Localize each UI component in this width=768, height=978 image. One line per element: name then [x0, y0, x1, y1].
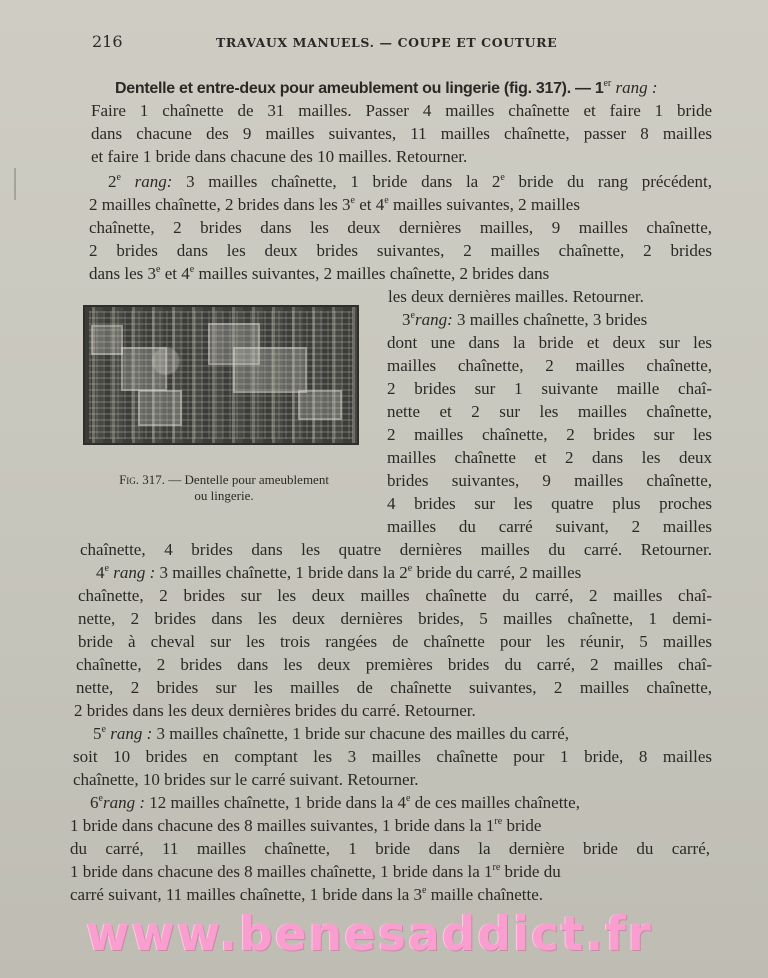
- text-run: 3 mailles chaînette, 1 bride sur chacune des mailles du carré,: [152, 724, 570, 743]
- text-line: les deux dernières mailles. Retourner.: [388, 287, 644, 306]
- text-line: et faire 1 bride dans chacune des 10 mailles. Retourner.: [91, 147, 468, 166]
- text-line: chaînette, 10 brides sur le carré suivant. Retourner.: [73, 770, 419, 789]
- figure-caption: [78, 472, 370, 504]
- caption-text: — Dentelle pour ameublement: [165, 472, 329, 487]
- rang-number: 2: [108, 172, 117, 191]
- rang6-line-5: [70, 883, 710, 906]
- text-line: nette, 2 brides dans les deux dernières brides, 5 mailles chaînette, 1 demi-: [78, 609, 712, 628]
- text-line: 2 mailles chaînette, 2 brides sur les: [387, 425, 712, 444]
- rang-label: rang :: [110, 724, 153, 743]
- superscript: e: [422, 885, 427, 896]
- superscript: er: [603, 78, 612, 89]
- text-run: carré suivant, 11 mailles chaînette, 1 bride dans la 3: [70, 885, 422, 904]
- superscript: e: [410, 310, 415, 321]
- margin-mark: [14, 168, 16, 200]
- text-line: chaînette, 2 brides sur les deux mailles chaînette du carré, 2 mailles chaî-: [78, 586, 712, 605]
- text-line: 2 brides dans les deux brides suivantes, 2 mailles chaînette, 2 brides: [89, 241, 712, 260]
- text-run: maille chaînette.: [426, 885, 544, 904]
- rang-number: 4: [96, 563, 105, 582]
- text-run: bride: [502, 816, 542, 835]
- text-run: de ces mailles chaînette,: [410, 793, 580, 812]
- text-run: et 4: [355, 195, 385, 214]
- rang-label: rang :: [113, 563, 156, 582]
- rang-label: rang :: [615, 78, 658, 97]
- text-line: dont une dans la bride et deux sur les: [387, 333, 712, 352]
- text-run: et 4: [160, 264, 190, 283]
- rang-number: 5: [93, 724, 102, 743]
- text-line: brides suivantes, 9 mailles chaînette,: [387, 471, 712, 490]
- text-run: bride du rang précédent,: [504, 172, 713, 191]
- superscript: e: [189, 264, 195, 275]
- text-line: mailles du carré suivant, 2 mailles: [387, 517, 712, 536]
- text-line: mailles chaînette, 2 mailles chaînette,: [387, 356, 712, 375]
- superscript: e: [500, 172, 505, 183]
- text-line: dans chacune des 9 mailles suivantes, 11 mailles chaînette, passer 8 mailles: [91, 124, 712, 143]
- section-title: [115, 76, 725, 100]
- text-run: mailles suivantes, 2 mailles chaînette, 2 brides dans: [194, 264, 550, 283]
- caption-text: ou lingerie.: [194, 488, 254, 503]
- text-line: chaînette, 2 brides dans les deux premières brides du carré, 2 mailles chaî-: [76, 655, 712, 674]
- lace-square: [138, 390, 182, 426]
- superscript: e: [350, 195, 355, 206]
- text-line: soit 10 brides en comptant les 3 mailles chaînette pour 1 bride, 8 mailles: [73, 747, 712, 766]
- rang-label: rang:: [134, 172, 173, 191]
- text-run: bride du carré, 2 mailles: [412, 563, 582, 582]
- text-line: du carré, 11 mailles chaînette, 1 bride dans la dernière bride du carré,: [70, 839, 710, 858]
- lace-square: [91, 325, 123, 355]
- rang6-line-1: [90, 791, 710, 814]
- text-line: bride à cheval sur les trois rangées de chaînette pour les réunir, 5 mailles: [78, 632, 712, 651]
- rang2-line-2: [89, 193, 712, 216]
- text-line: nette, 2 brides sur les mailles de chaînette suivantes, 2 mailles chaînette,: [76, 678, 712, 697]
- rang2-line-1: [108, 170, 712, 193]
- rang2-line-5: [89, 262, 712, 285]
- superscript: e: [384, 195, 389, 206]
- superscript: e: [104, 563, 109, 574]
- text-run: 3 mailles chaînette, 1 bride dans la 2: [172, 172, 501, 191]
- section-title-text: Dentelle et entre-deux pour ameublement ou lingerie (fig. 317). — 1: [115, 80, 604, 97]
- superscript: e: [156, 264, 161, 275]
- superscript: re: [492, 862, 501, 873]
- text-line: chaînette, 2 brides dans les deux dernières mailles, 9 mailles chaînette,: [89, 218, 712, 237]
- superscript: e: [407, 563, 413, 574]
- text-line: chaînette, 4 brides dans les quatre dernières mailles du carré. Retourner.: [80, 540, 712, 559]
- text-run: dans les 3: [89, 264, 157, 283]
- text-run: 3 mailles chaînette, 1 bride dans la 2: [155, 563, 408, 582]
- figure-317-image: [83, 305, 359, 445]
- rang-label: rang :: [102, 793, 145, 812]
- rang-number: 6: [90, 793, 99, 812]
- text-run: 3 mailles chaînette, 3 brides: [452, 310, 648, 329]
- text-run: 1 bride dans chacune des 8 mailles chaînette, 1 bride dans la 1: [70, 862, 493, 881]
- text-line: 2 brides sur 1 suivante maille chaî-: [387, 379, 712, 398]
- rang3-line-1: [402, 308, 712, 331]
- superscript: re: [494, 816, 503, 827]
- running-title: TRAVAUX MANUELS. — COUPE ET COUTURE: [216, 35, 558, 50]
- superscript: e: [98, 793, 103, 804]
- rang4-line-1: [96, 561, 712, 584]
- text-run: 12 mailles chaînette, 1 bride dans la 4: [144, 793, 407, 812]
- figure-label: Fig. 317.: [119, 472, 166, 487]
- running-header: [92, 32, 722, 56]
- superscript: e: [116, 172, 121, 183]
- superscript: e: [406, 793, 411, 804]
- text-run: 1 bride dans chacune des 8 mailles suivantes, 1 bride dans la 1: [70, 816, 495, 835]
- watermark: www.benesaddict.fr: [86, 907, 653, 962]
- lace-square: [121, 347, 167, 391]
- text-line: nette et 2 sur les mailles chaînette,: [387, 402, 712, 421]
- text-line: 2 brides dans les deux dernières brides du carré. Retourner.: [74, 701, 476, 720]
- lace-square: [298, 390, 342, 420]
- text-line: Faire 1 chaînette de 31 mailles. Passer 4 mailles chaînette et faire 1 bride: [91, 101, 712, 120]
- superscript: e: [101, 724, 106, 735]
- lace-square: [233, 347, 307, 393]
- text-line: 4 brides sur les quatre plus proches: [387, 494, 712, 513]
- text-run: mailles suivantes, 2 mailles: [388, 195, 580, 214]
- text-line: mailles chaînette et 2 dans les deux: [387, 448, 712, 467]
- text-run: 2 mailles chaînette, 2 brides dans les 3: [89, 195, 351, 214]
- rang6-line-4: [70, 860, 710, 883]
- rang-number: 3: [402, 310, 411, 329]
- rang5-line-1: [93, 722, 712, 745]
- text-run: bride du: [500, 862, 561, 881]
- rang-label: rang:: [414, 310, 453, 329]
- rang6-line-2: [70, 814, 710, 837]
- page-number: 216: [92, 32, 123, 51]
